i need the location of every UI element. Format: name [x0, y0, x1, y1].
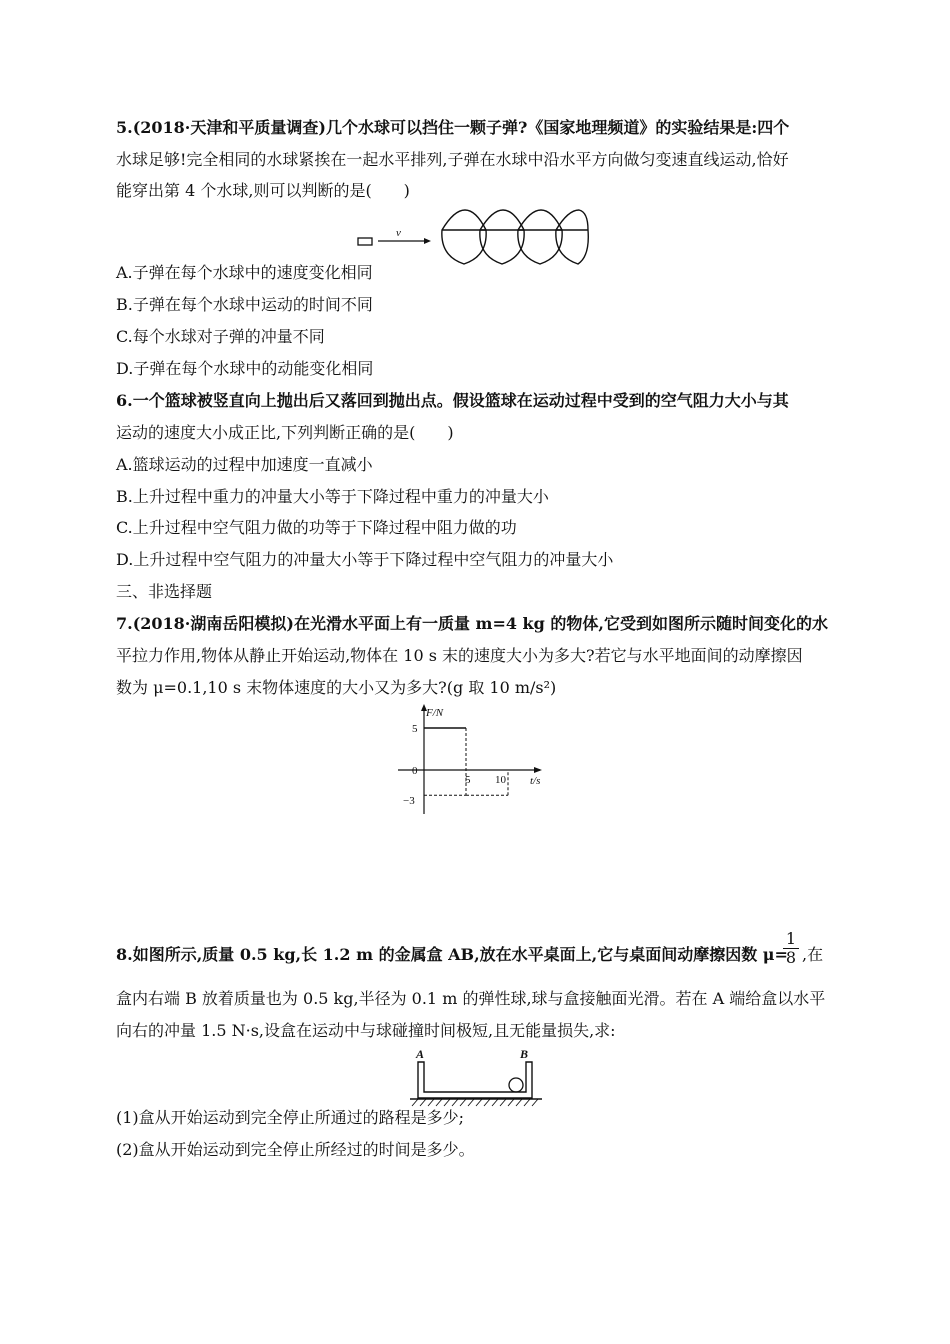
q5-option-c: C.每个水球对子弹的冲量不同	[116, 327, 325, 346]
fraction-numerator: 1	[785, 929, 797, 948]
q8-line-3: 向右的冲量 1.5 N·s,设盒在运动中与球碰撞时间极短,且无能量损失,求:	[116, 1021, 616, 1040]
metal-box-figure	[408, 1046, 544, 1108]
q6-option-b: B.上升过程中重力的冲量大小等于下降过程中重力的冲量大小	[116, 487, 549, 506]
q6-line-1: 6.一个篮球被竖直向上抛出后又落回到抛出点。假设篮球在运动过程中受到的空气阻力大小与其	[116, 391, 789, 410]
q8-line-1: 8.如图所示,质量 0.5 kg,长 1.2 m 的金属盒 AB,放在水平桌面上,它与桌面间动摩擦因数 μ=	[116, 945, 788, 964]
y-tick-neg3: −3	[403, 795, 415, 807]
q5-line-2: 水球足够!完全相同的水球紧挨在一起水平排列,子弹在水球中沿水平方向做匀变速直线运动,恰好	[116, 150, 789, 169]
velocity-label: v	[396, 227, 401, 239]
q5-option-a: A.子弹在每个水球中的速度变化相同	[116, 263, 373, 282]
metal-box	[418, 1062, 532, 1098]
q8-sub-1: (1)盒从开始运动到完全停止所通过的路程是多少;	[116, 1108, 465, 1127]
q6-option-d: D.上升过程中空气阻力的冲量大小等于下降过程中空气阻力的冲量大小	[116, 550, 614, 569]
elastic-ball	[509, 1078, 523, 1092]
x-tick-10: 10	[495, 774, 506, 786]
y-tick-5: 5	[412, 723, 418, 735]
q6-line-2: 运动的速度大小成正比,下列判断正确的是( )	[116, 423, 454, 442]
force-time-chart	[392, 702, 552, 820]
q7-line-2: 平拉力作用,物体从静止开始运动,物体在 10 s 末的速度大小为多大?若它与水平地面间的动摩擦因	[116, 646, 803, 665]
q5-option-b: B.子弹在每个水球中运动的时间不同	[116, 295, 373, 314]
q8-line-2: 盒内右端 B 放着质量也为 0.5 kg,半径为 0.1 m 的弹性球,球与盒接触面光滑。若在 A 端给盒以水平	[116, 989, 826, 1008]
y-axis-label: F/N	[426, 707, 444, 719]
q5-line-1: 5.(2018·天津和平质量调查)几个水球可以挡住一颗子弹?《国家地理频道》的实验结果是:四个	[116, 118, 790, 137]
q5-option-d: D.子弹在每个水球中的动能变化相同	[116, 359, 374, 378]
box-end-b-label: B	[520, 1047, 529, 1061]
section-heading: 三、非选择题	[116, 582, 213, 601]
y-tick-0: 0	[412, 765, 418, 777]
q6-option-a: A.篮球运动的过程中加速度一直减小	[116, 455, 373, 474]
arrow-head	[424, 238, 431, 244]
water-balls	[442, 210, 588, 264]
q7-line-3: 数为 μ=0.1,10 s 末物体速度的大小又为多大?(g 取 10 m/s²)	[116, 678, 557, 697]
table-hatching	[412, 1099, 538, 1106]
q8-line-1-end: ,在	[802, 945, 824, 964]
mu-fraction	[783, 930, 799, 967]
q8-sub-2: (2)盒从开始运动到完全停止所经过的时间是多少。	[116, 1140, 475, 1159]
box-end-a-label: A	[416, 1047, 425, 1061]
x-axis-label: t/s	[530, 775, 541, 787]
x-axis-arrow	[534, 767, 542, 773]
q7-line-1: 7.(2018·湖南岳阳模拟)在光滑水平面上有一质量 m=4 kg 的物体,它受到如图所示随时间变化的水	[116, 614, 828, 633]
q6-option-c: C.上升过程中空气阻力做的功等于下降过程中阻力做的功	[116, 518, 517, 537]
water-balls-figure	[350, 208, 590, 266]
x-tick-5: 5	[465, 774, 471, 786]
bullet	[358, 238, 372, 245]
fraction-denominator: 8	[785, 948, 797, 967]
q5-line-3: 能穿出第 4 个水球,则可以判断的是( )	[116, 181, 410, 200]
water-ball-4	[556, 210, 588, 264]
